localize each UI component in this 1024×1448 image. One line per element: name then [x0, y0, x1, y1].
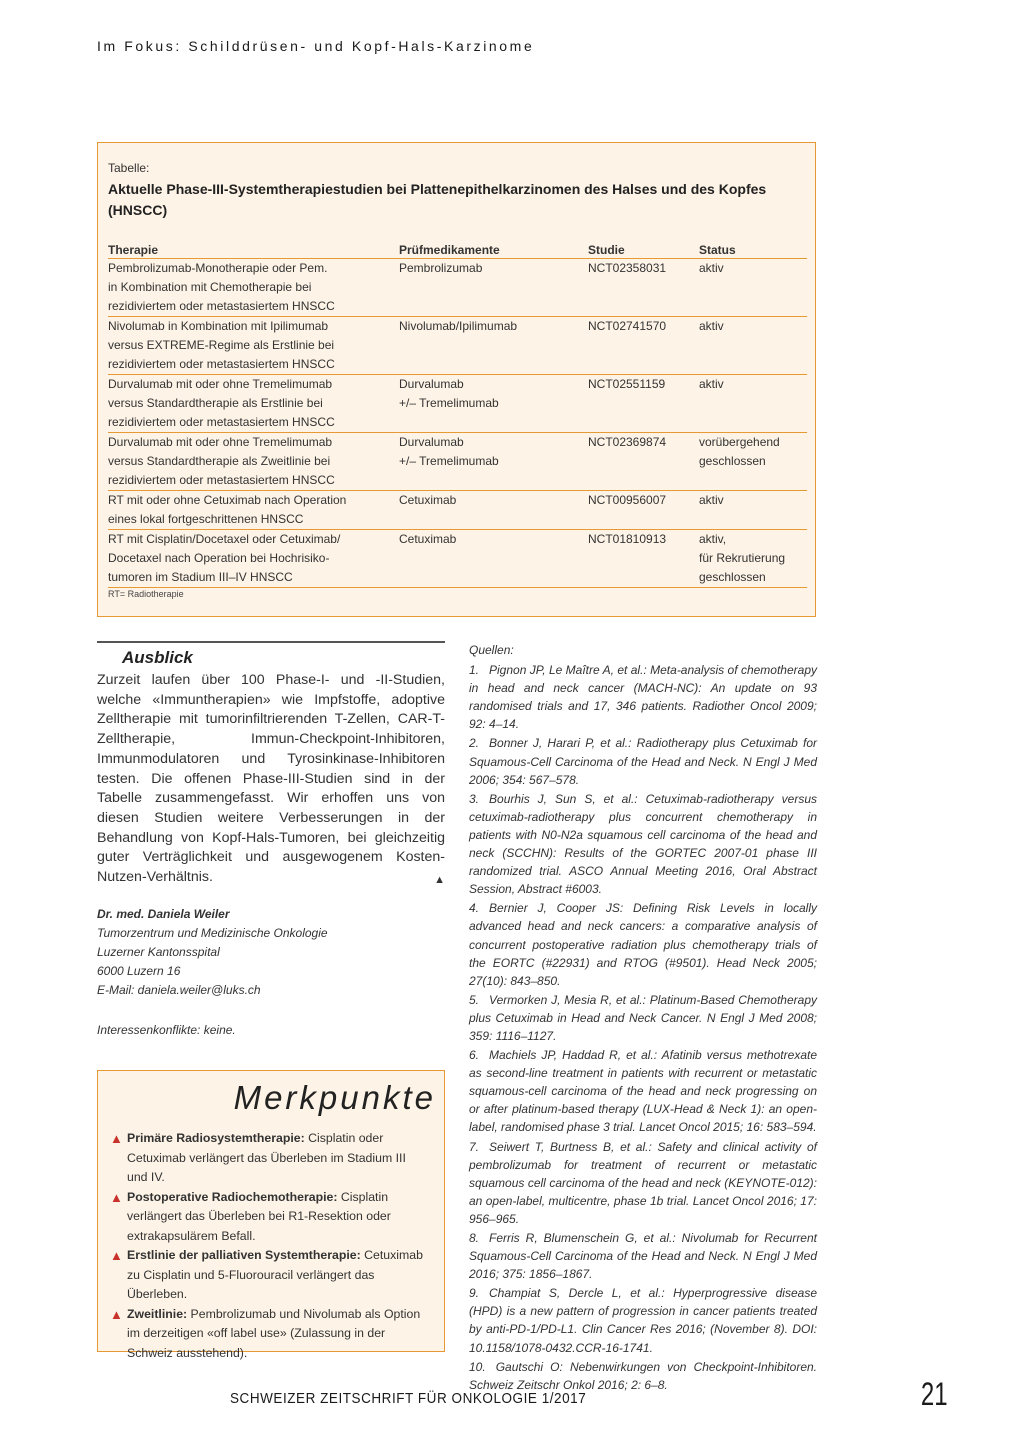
cell-status-line: aktiv — [699, 493, 724, 507]
cell-studie-line: NCT02358031 — [588, 261, 667, 275]
cell-therapie-line: Pembrolizumab-Monotherapie oder Pem. — [108, 261, 328, 275]
reference-text: Bonner J, Harari P, et al.: Radiotherapy plus Cetuximab for Squamous-Cell Carcinoma of the Head and Neck. N Engl J Med 2006; 354: 567–578. — [469, 736, 817, 787]
table-row — [108, 433, 807, 491]
cell-studie-line: NCT01810913 — [588, 532, 667, 546]
author-city: 6000 Luzern 16 — [97, 964, 181, 978]
cell-studie-line: NCT02369874 — [588, 435, 667, 449]
cell-medikamente-line: Pembrolizumab — [399, 261, 483, 275]
conflict-of-interest: Interessenkonflikte: keine. — [97, 1023, 236, 1037]
cell-therapie-line: rezidiviertem oder metastasiertem HNSCC — [108, 357, 335, 371]
reference-text: Bourhis J, Sun S, et al.: Cetuximab-radiotherapy versus cetuximab-radiotherapy plus concurrent chemotherapy in patients with N0-N2a squamous cell carcinoma of the head and neck (SCCHN): Results of the GORTEC 2007-01 phase III randomized trial. ASCO Annual Meeting 2016, Oral Abstract Session, Abstract #6003. — [469, 791, 817, 897]
cell-therapie-line: RT mit oder ohne Cetuximab nach Operation — [108, 493, 347, 507]
cell-medikamente-line: +/– Tremelimumab — [399, 454, 499, 468]
cell-status-line: geschlossen — [699, 570, 766, 584]
cell-therapie — [108, 530, 399, 588]
merkpunkt-text: Pembrolizumab und Nivolumab als Option im derzeitigen «off label use» (Zulassung in der Schweiz ausstehend). — [127, 1306, 421, 1360]
cell-status-line: aktiv — [699, 377, 724, 391]
merkpunkt-item — [110, 1129, 428, 1188]
trials-table — [108, 242, 807, 588]
reference-text: Gautschi O: Nebenwirkungen von Checkpoint-Inhibitoren. Schweiz Zeitschr Onkol 2016; 2: 6–8. — [469, 1359, 817, 1392]
cell-studie — [588, 530, 699, 588]
cell-status — [699, 433, 807, 491]
cell-status-line: für Rekrutierung — [699, 551, 786, 565]
cell-medikamente — [399, 491, 588, 530]
table-row — [108, 375, 807, 433]
reference-item — [469, 1046, 817, 1136]
author-email[interactable]: E-Mail: daniela.weiler@luks.ch — [97, 983, 261, 997]
cell-studie — [588, 491, 699, 530]
table-title: Aktuelle Phase-III-Systemtherapiestudien bei Plattenepithelkarzinomen des Halses und des Kopfes (HNSCC) — [108, 181, 767, 218]
merkpunkt-item — [110, 1188, 428, 1247]
reference-text: Seiwert T, Burtness B, et al.: Safety and clinical activity of pembrolizumab for treatment of recurrent or metastatic squamous cell carcinoma of the head and neck (KEYNOTE-012): an open-label, multicentre, phase 1b trial. Lancet Oncol 2016; 17: 956–965. — [469, 1139, 817, 1226]
cell-status — [699, 491, 807, 530]
reference-item — [469, 899, 817, 989]
references — [469, 641, 817, 1395]
merkpunkt-text: Cisplatin oder Cetuximab verlängert das Überleben im Stadium III und IV. — [127, 1131, 406, 1184]
reference-number: 1. — [469, 663, 480, 678]
cell-medikamente — [399, 375, 588, 433]
merkpunkt-item — [110, 1305, 428, 1364]
cell-status-line: geschlossen — [699, 454, 766, 468]
merkpunkt-lead: Zweitlinie: — [127, 1306, 188, 1321]
references-list — [469, 661, 817, 1394]
table-body — [108, 259, 807, 588]
cell-therapie — [108, 317, 399, 375]
footer-journal: SCHWEIZER ZEITSCHRIFT FÜR ONKOLOGIE 1/2017 — [230, 1390, 587, 1407]
cell-medikamente — [399, 530, 588, 588]
ausblick-text: Zurzeit laufen über 100 Phase-I- und -II-Studien, welche «Immuntherapien» wie Impfstoffe, adoptive Zelltherapie mit tumorinfiltrierenden T-Zellen, CAR-T-Zelltherapie, Immun-Checkpoint-Inhibitoren, Immunmodulatoren und Tyrosinkinase-Inhibitoren testen. Die offenen Phase-III-Studien sind in der Tabelle zusammengefasst. Wir erhoffen uns von diesen Studien weitere Verbesserungen in der Behandlung von Kopf-Hals-Tumoren, bei gleichzeitig guter Verträglichkeit und ausgewogenem Kosten-Nutzen-Verhältnis. — [97, 672, 445, 886]
reference-number: 9. — [469, 1286, 480, 1301]
merkpunkt-lead: Primäre Radiosystemtherapie: — [127, 1131, 305, 1145]
reference-item — [469, 790, 817, 899]
reference-text: Vermorken J, Mesia R, et al.: Platinum-Based Chemotherapy plus Cetuximab in Head and Neck Cancer. N Engl J Med 2008; 359: 1116–1127. — [469, 992, 817, 1043]
cell-studie-line: NCT00956007 — [588, 493, 667, 507]
running-header: Im Fokus: Schilddrüsen- und Kopf-Hals-Karzinome — [97, 38, 535, 54]
author-affiliation: Tumorzentrum und Medizinische Onkologie — [97, 926, 328, 940]
cell-therapie — [108, 375, 399, 433]
col-header-status: Status — [699, 242, 807, 259]
cell-therapie-line: tumoren im Stadium III–IV HNSCC — [108, 570, 293, 584]
cell-studie-line: NCT02551159 — [588, 377, 666, 391]
cell-medikamente-line: Durvalumab — [399, 377, 464, 391]
reference-number: 5. — [469, 992, 480, 1007]
reference-text: Machiels JP, Haddad R, et al.: Afatinib versus methotrexate as second-line treatment in patients with recurrent or metastatic squamous-cell carcinoma of the head and neck progressing on or after platinum-based therapy (LUX-Head & Neck 1): an open-label, randomised phase 3 trial. Lancet Oncol 2015; 16: 583–594. — [469, 1048, 817, 1135]
col-header-studie: Studie — [588, 242, 699, 259]
section-heading-ausblick: Ausblick — [122, 648, 193, 667]
end-mark-icon: ▲ — [434, 874, 445, 887]
reference-item — [469, 734, 817, 788]
table-row — [108, 530, 807, 588]
merkpunkte-title: Merkpunkte — [233, 1079, 436, 1116]
cell-therapie-line: versus EXTREME-Regime als Erstlinie bei — [108, 338, 335, 352]
cell-therapie-line: Durvalumab mit oder ohne Tremelimumab — [108, 435, 333, 449]
cell-therapie-line: Nivolumab in Kombination mit Ipilimumab — [108, 319, 329, 333]
cell-status — [699, 259, 807, 317]
references-heading: Quellen: — [469, 643, 514, 657]
reference-number: 2. — [469, 736, 480, 751]
cell-therapie-line: eines lokal fortgeschrittenen HNSCC — [108, 512, 304, 526]
cell-therapie-line: rezidiviertem oder metastasiertem HNSCC — [108, 473, 335, 487]
merkpunkt-text: Cisplatin verlängert das Überleben bei R1-Resektion oder extrakapsulärem Befall. — [127, 1189, 391, 1243]
cell-therapie-line: rezidiviertem oder metastasiertem HNSCC — [108, 299, 335, 313]
cell-medikamente — [399, 259, 588, 317]
reference-number: 3. — [469, 791, 480, 806]
section-rule — [97, 641, 445, 643]
reference-item — [469, 1229, 817, 1283]
cell-status-line: vorübergehend — [699, 435, 780, 449]
cell-therapie-line: RT mit Cisplatin/Docetaxel oder Cetuximab/ — [108, 532, 341, 546]
cell-studie — [588, 259, 699, 317]
table-row — [108, 317, 807, 375]
cell-status-line: aktiv — [699, 261, 724, 275]
reference-number: 6. — [469, 1048, 480, 1063]
cell-therapie-line: versus Standardtherapie als Erstlinie bei — [108, 396, 323, 410]
cell-status-line: aktiv — [699, 319, 724, 333]
triangle-bullet-icon: ▲ — [110, 1131, 123, 1146]
reference-item — [469, 1358, 817, 1394]
cell-medikamente — [399, 317, 588, 375]
cell-therapie-line: rezidiviertem oder metastasiertem HNSCC — [108, 415, 335, 429]
table-row — [108, 491, 807, 530]
author-name: Dr. med. Daniela Weiler — [97, 907, 230, 921]
col-header-medikamente: Prüfmedikamente — [399, 242, 588, 259]
reference-text: Bernier J, Cooper JS: Defining Risk Levels in locally advanced head and neck cancers: a comparative analysis of concurrent postoperative radiation plus chemotherapy trials of the EORTC (#22931) and RTOG (#9501). Head Neck 2005; 27(10): 843–850. — [469, 901, 817, 988]
cell-status — [699, 375, 807, 433]
page-number: 21 — [921, 1376, 948, 1412]
cell-status-line: aktiv, — [699, 532, 727, 546]
reference-item — [469, 1284, 817, 1356]
triangle-bullet-icon: ▲ — [110, 1248, 123, 1263]
cell-medikamente-line: +/– Tremelimumab — [399, 396, 499, 410]
cell-therapie — [108, 491, 399, 530]
cell-therapie-line: Durvalumab mit oder ohne Tremelimumab — [108, 377, 333, 391]
reference-text: Pignon JP, Le Maître A, et al.: Meta-analysis of chemotherapy in head and neck cancer (MACH-NC): An update on 93 randomised trials and 17, 346 patients. Radiother Oncol 2009; 92: 4–14. — [469, 663, 817, 732]
table-label: Tabelle: — [108, 161, 150, 175]
reference-number: 4. — [469, 901, 480, 916]
reference-number: 10. — [469, 1359, 486, 1374]
table-row — [108, 259, 807, 317]
cell-medikamente-line: Cetuximab — [399, 532, 457, 546]
reference-number: 8. — [469, 1231, 480, 1245]
cell-therapie-line: in Kombination mit Chemotherapie bei — [108, 280, 312, 294]
cell-medikamente-line: Cetuximab — [399, 493, 457, 507]
reference-item — [469, 1138, 817, 1228]
cell-therapie — [108, 433, 399, 491]
merkpunkte-box — [97, 1070, 445, 1360]
reference-item — [469, 991, 817, 1045]
merkpunkt-item — [110, 1246, 428, 1305]
cell-medikamente — [399, 433, 588, 491]
cell-studie — [588, 317, 699, 375]
cell-therapie-line: versus Standardtherapie als Zweitlinie bei — [108, 454, 331, 468]
cell-status — [699, 530, 807, 588]
col-header-therapie: Therapie — [108, 242, 399, 259]
merkpunkt-lead: Erstlinie der palliativen Systemtherapie: — [127, 1248, 361, 1262]
reference-text: Ferris R, Blumenschein G, et al.: Nivolumab for Recurrent Squamous-Cell Carcinoma of the Head and Neck. N Engl J Med 2016; 375: 1856–1867. — [469, 1231, 817, 1282]
merkpunkt-lead: Postoperative Radiochemotherapie: — [127, 1189, 338, 1204]
cell-studie — [588, 433, 699, 491]
author-hospital: Luzerner Kantonsspital — [97, 945, 220, 959]
cell-therapie-line: Docetaxel nach Operation bei Hochrisiko- — [108, 551, 330, 565]
reference-item — [469, 661, 817, 733]
triangle-bullet-icon: ▲ — [110, 1189, 123, 1205]
merkpunkt-text: Cetuximab zu Cisplatin und 5-Fluorouracil verlängert das Überleben. — [127, 1248, 423, 1301]
cell-studie-line: NCT02741570 — [588, 319, 667, 333]
author-block — [97, 905, 437, 1000]
reference-number: 7. — [469, 1139, 480, 1154]
table-box — [97, 142, 816, 617]
cell-medikamente-line: Durvalumab — [399, 435, 464, 449]
merkpunkte-list — [110, 1129, 428, 1363]
cell-medikamente-line: Nivolumab/Ipilimumab — [399, 319, 518, 333]
cell-studie — [588, 375, 699, 433]
cell-status — [699, 317, 807, 375]
table-header-row — [108, 242, 807, 259]
table-footnote: RT= Radiotherapie — [108, 589, 184, 599]
cell-therapie — [108, 259, 399, 317]
ausblick-paragraph — [97, 671, 445, 891]
triangle-bullet-icon: ▲ — [110, 1306, 123, 1322]
reference-text: Champiat S, Dercle L, et al.: Hyperprogressive disease (HPD) is a new pattern of progression in cancer patients treated by anti-PD-1/PD-L1. Clin Cancer Res 2016; (November 8). DOI: 10.1158/1078-0432.CCR-16-1741. — [469, 1286, 817, 1355]
